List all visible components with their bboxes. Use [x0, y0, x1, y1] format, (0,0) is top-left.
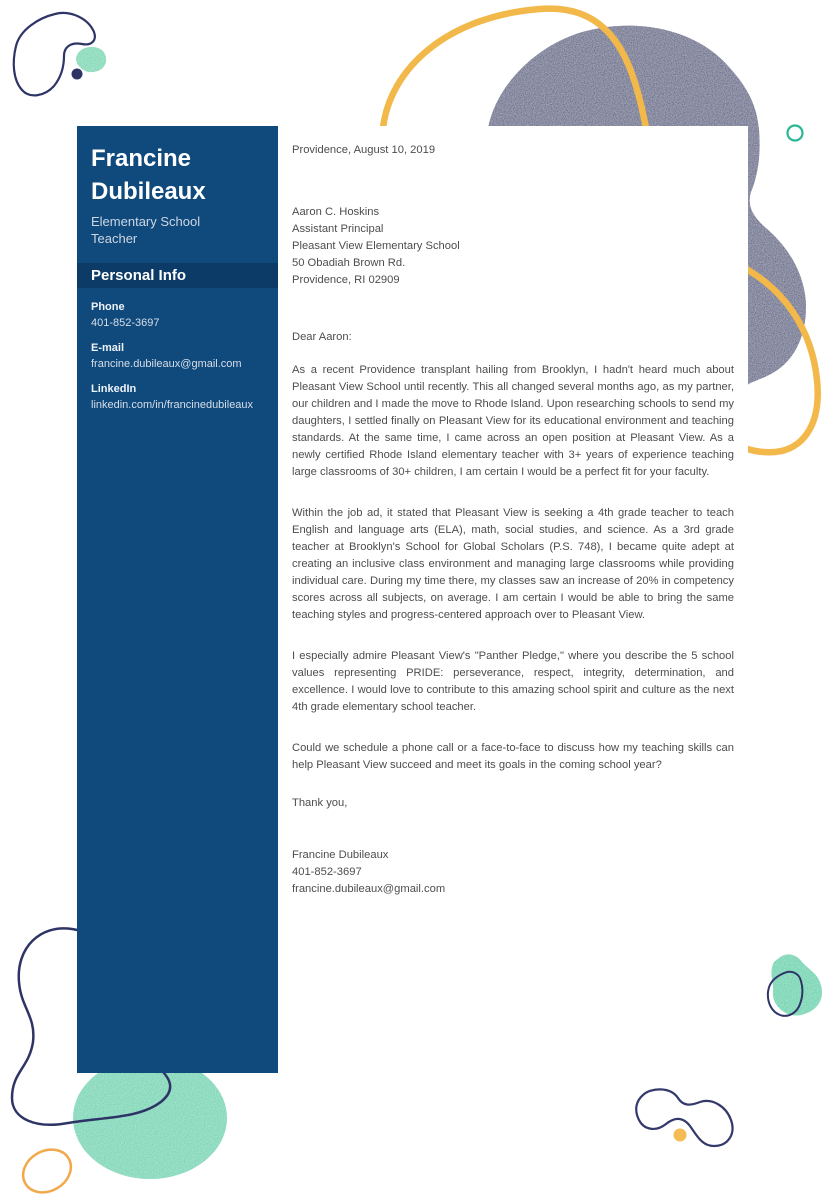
applicant-name: Francine Dubileaux [91, 145, 206, 205]
recipient-school: Pleasant View Elementary School [292, 240, 460, 252]
navy-dot-decoration [72, 69, 83, 80]
email-label: E-mail [91, 342, 125, 354]
recipient-block [292, 204, 734, 289]
signature-block [292, 847, 734, 898]
phone-value: 401-852-3697 [91, 317, 160, 329]
amber-egg-outline-decoration [15, 1141, 78, 1200]
recipient-name: Aaron C. Hoskins [292, 206, 380, 218]
applicant-title: Elementary School Teacher [91, 214, 201, 246]
amber-dot-decoration [674, 1129, 687, 1142]
linkedin-label: LinkedIn [91, 383, 137, 395]
signature-email: francine.dubileaux@gmail.com [292, 883, 446, 895]
phone-field [77, 301, 278, 329]
teal-blob-bottomright-decoration [771, 954, 822, 1015]
sidebar [77, 126, 278, 1073]
phone-label: Phone [91, 301, 125, 313]
linkedin-value: linkedin.com/in/francinedubileaux [91, 399, 254, 411]
signature-name: Francine Dubileaux [292, 849, 389, 861]
paragraph-3: I especially admire Pleasant View's "Panther Pledge," where you describe the 5 school values representing PRIDE: perseverance, respect, integrity, determination, and excellence. I would love to contribute to this amazing school spirit and culture as the next 4th grade elementary school teacher. [292, 650, 734, 713]
letter-sheet [77, 126, 748, 1073]
teal-circle-bottomleft-decoration [73, 1057, 227, 1179]
paragraph-4: Could we schedule a phone call or a face-to-face to discuss how my teaching skills can help Pleasant View succeed and meet its goals in the coming school year? [292, 742, 734, 771]
salutation: Dear Aaron: [292, 331, 352, 343]
paragraph-2: Within the job ad, it stated that Pleasant View is seeking a 4th grade teacher to teach English and language arts (ELA), math, social studies, and science. As a 3rd grade teacher at Brooklyn's School for Global Scholars (P.S. 748), I became quite adept at creating an inclusive class environment and managing large classrooms while providing individual care. During my time there, my classes saw an increase of 20% in competency scores across all subjects, on average. I am certain I would be able to bring the same teaching styles and progress-centered approach over to Pleasant View. [292, 507, 734, 621]
paragraph-1: As a recent Providence transplant hailing from Brooklyn, I hadn't heard much about Pleasant View School until recently. This all changed several months ago, as my partner, our children and I made the move to Rhode Island. Upon researching schools to send my daughters, I settled finally on Pleasant View for its educational environment and teaching standards. At the same time, I came across an open position at Pleasant View. As a newly certified Rhode Island elementary teacher with 3+ years of experience teaching large classrooms of 30+ children, I am certain I would be a perfect fit for your faculty. [292, 364, 734, 478]
closing-line: Thank you, [292, 797, 348, 809]
teal-blob-topleft-decoration [76, 47, 106, 72]
email-field [77, 342, 278, 370]
signature-phone: 401-852-3697 [292, 866, 362, 878]
recipient-title: Assistant Principal [292, 223, 384, 235]
date-line: Providence, August 10, 2019 [292, 144, 436, 156]
linkedin-field [77, 383, 278, 411]
teal-ring-decoration [788, 126, 803, 141]
recipient-city: Providence, RI 02909 [292, 274, 400, 286]
email-value: francine.dubileaux@gmail.com [91, 358, 242, 370]
letter-body [278, 126, 748, 1073]
recipient-street: 50 Obadiah Brown Rd. [292, 257, 406, 269]
personal-info-heading: Personal Info [77, 263, 278, 288]
